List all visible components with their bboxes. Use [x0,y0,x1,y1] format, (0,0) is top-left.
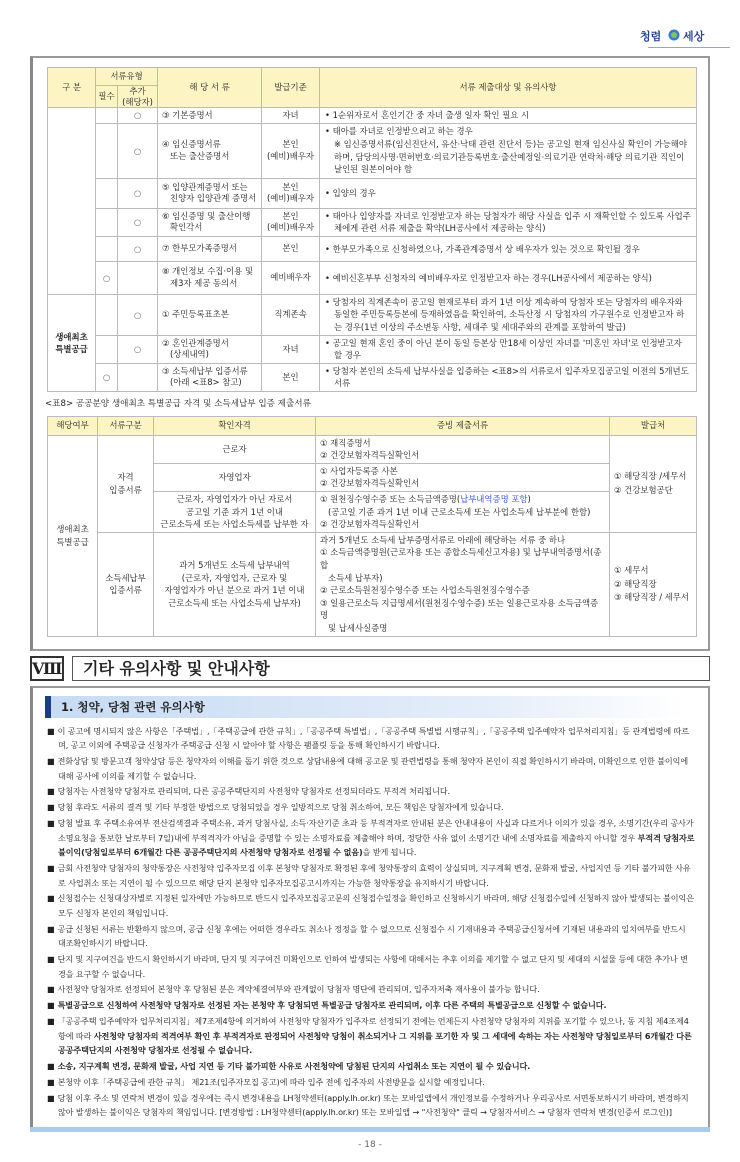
note-text: 전화상담 및 방문고객 청약상담 등은 청약자의 이해를 돕기 위한 것으로 상담내용에 대해 공고문 및 관련법령을 통해 청약자 본인이 직접 확인하시기 바라며, 미확인으로 인한 불이익에 대해 공사에 이의를 제기할 수 없습니다. [57,756,689,781]
section-number: Ⅷ [30,656,64,681]
table-row [48,236,697,261]
header-issue-basis: 발급기준 [262,68,320,108]
header-document: 해 당 서 류 [158,68,262,108]
cheongnyeom-sesang-logo [640,24,710,46]
note-text: 단지 및 지구여건을 반드시 확인하시기 바라며, 단지 및 지구여건 미확인으로 인하여 발생되는 사항에 대해서는 추후 이의를 제기할 수 없고 단지 및 세대의 시설물 등에 대한 추가나 변경을 요구할 수 없습니다. [57,954,688,979]
additional-mark: ○ [118,335,158,363]
required-mark [96,123,118,178]
note-text: 당첨 후라도 서류의 결격 및 기타 부정한 방법으로 당첨되었을 경우 일방적으로 당첨 취소하여, 모든 책임은 당첨자에게 있습니다. [57,802,504,813]
document-name: ⑧ 개인정보 수집·이용 및 제3자 제공 동의서 [158,261,262,294]
bullet-icon: ■ [47,954,55,965]
header-issuer: 발급처 [610,416,697,435]
submission-notes: • 태아를 자녀로 인정받으려고 하는 경우 ※ 임신증명서류(임신진단서, 유산·낙태 관련 진단서 등)는 공고일 현재 임신사실 확인이 가능해야 하며, 담당의사명·면허번호·의료기관등록번호·출산예정일·의료기관 연락처·해당 의료기관 직인이 날인된 원본이어야 함 [320,123,697,178]
evidence-cell: ① 사업자등록증 사본 ② 건강보험자격득실확인서 [316,463,610,491]
note-item [47,982,695,997]
note-text: 당첨자는 사전청약 당첨자로 관리되며, 다른 공공주택단지의 사전청약 당첨자로 선정되더라도 부적격 처리됩니다. [57,786,451,797]
note-item [47,754,695,783]
bullet-icon: ■ [47,1000,55,1011]
note-item [47,1014,695,1058]
additional-mark: ○ [118,178,158,208]
note-text: 공급 신청된 서류는 반환하지 않으며, 공급 신청 후에는 어떠한 경우라도 취소나 정정을 할 수 없으므로 신청접수 시 기재내용과 주택공급신청서에 기재된 내용과의 일치여부를 반드시 대조확인하시기 바랍니다. [57,923,686,949]
header-additional: 추가 (해당자) [118,86,158,108]
note-item [47,1075,695,1090]
issue-basis: 본인 (예비)배우자 [262,123,320,178]
issue-basis: 직계존속 [262,294,320,335]
section-title: 기타 유의사항 및 안내사항 [72,656,710,681]
required-mark: ○ [96,261,118,294]
document-name: ⑥ 임신증명 및 출산이행 확인각서 [158,208,262,236]
bullet-icon: ■ [47,862,55,873]
note-text: 당첨 발표 후 주택소유여부 전산검색결과 주택소유, 과거 당첨사실, 소득·자산기준 초과 등 부적격자로 안내된 분은 안내내용이 사실과 다르거나 이의가 있을 경우, 소명기간(우리 공사가 소명요청을 통보한 날로부터 7일)내에 부적격자가 아님을 증명할 수 있는 소명자료를 제출해야 하며, 정당한 사유 없이 소명기간 내에 소명자료를 제출하지 아니할 경우 [57,818,694,843]
note-item [47,1091,695,1120]
note-text: 「공공주택 입주예약자 업무처리지침」제7조제4항에 의거하여 사전청약 당첨자가 입주자로 선정되기 전에는 언제든지 사전청약 당첨자의 지위를 포기할 수 있으나, 동 지침 제4조제4항에 따라 [57,1016,689,1041]
issue-basis: 자녀 [262,108,320,124]
note-item [47,1059,695,1074]
bullet-icon: ■ [47,1092,55,1103]
table-row [48,435,697,463]
additional-mark: ○ [118,123,158,178]
issue-basis: 본인 (예비)배우자 [262,208,320,236]
header-qualification: 확인자격 [154,416,316,435]
applicable-cell: 생애최초 특별공급 [48,435,98,636]
required-mark [96,236,118,261]
additional-mark: ○ [118,108,158,124]
additional-mark [118,363,158,391]
bullet-icon: ■ [47,818,55,828]
document-name: ③ 기본증명서 [158,108,262,124]
issuer-cell: ① 해당직장 /세무서 ② 건강보험공단 [610,435,697,532]
document-name: ⑤ 입양관계증명서 또는 친양자 입양관계 증명서 [158,178,262,208]
subsection-title: 1. 청약, 당첨 관련 유의사항 [45,696,685,718]
submission-notes: • 입양의 경우 [320,178,697,208]
evidence-cell [316,491,610,532]
page-number: - 18 - [358,1139,382,1150]
table8-caption: <표8> 공공분양 생애최초 특별공급 자격 및 소득세납부 입증 제출서류 [45,399,311,410]
bullet-icon: ■ [47,1076,55,1087]
table-row [48,178,697,208]
document-name: ① 주민등록표초본 [158,294,262,335]
bullet-icon: ■ [47,984,55,995]
evidence-text: ) (공고일 기준 과거 1년 이내 근로소득세 또는 사업소득세 납부분에 한함) ② 건강보험자격득실확인서 [320,493,591,530]
note-text: 부적격 당첨자로 불이익(당첨일로부터 6개월간 다른 공공주택단지의 사전청약 당첨자로 선정될 수 없음) [58,832,695,858]
header-notes: 서류 제출대상 및 유의사항 [320,68,697,108]
table-row [48,261,697,294]
table-row [48,294,697,335]
table-row [48,363,697,391]
table-row [48,123,697,178]
svg-text:세상: 세상 [683,30,705,43]
required-mark: ○ [96,363,118,391]
header-applicable: 해당여부 [48,416,98,435]
submission-notes: • 당첨자의 직계존속이 공고일 현재로부터 과거 1년 이상 계속하여 당첨자 또는 당첨자의 배우자와 동일한 주민등록등본에 등재하였음을 확인하여, 소득산정 시 당첨자의 가구원수로 인정받고자 하는 경우(1년 이상의 주소변동 사항, 세대주 및 세대주와의 관계를 포함하여 발급) [320,294,697,335]
submission-notes: • 예비신혼부부 신청자의 예비배우자로 인정받고자 하는 경우(LH공사에서 제공하는 양식) [320,261,697,294]
qualification-cell: 자영업자 [154,463,316,491]
header-rule [648,47,730,48]
bullet-icon: ■ [47,802,55,813]
header-evidence: 증빙 제출서류 [316,416,610,435]
note-item [47,724,695,753]
submission-notes: • 당첨자 본인의 소득세 납부사실을 입증하는 <표8>의 서류로서 입주자모집공고일 이전의 5개년도 서류 [320,363,697,391]
bullet-icon: ■ [47,786,55,797]
issue-basis: 본인 (예비)배우자 [262,178,320,208]
note-item [47,784,695,799]
issuer-cell: ① 세무서 ② 해당직장 ③ 해당직장 / 세무서 [610,532,697,636]
header-doc-type: 서류유형 [96,68,158,86]
note-item [47,891,695,920]
note-item [47,998,695,1013]
issue-basis: 예비배우자 [262,261,320,294]
svg-text:청렴: 청렴 [640,30,662,43]
note-text: 신청접수는 신청대상자별로 지정된 일자에만 가능하므로 반드시 입주자모집공고문의 신청접수일정을 확인하고 신청하시기 바라며, 해당 신청접수일에 신청하지 않아 발생되는 불이익은 모두 신청자 본인의 책임입니다. [57,893,694,918]
category-cell: 생애최초 특별공급 [48,294,96,391]
document-name: ② 혼인관계증명서 (상세내역) [158,335,262,363]
required-mark [96,335,118,363]
note-item [47,800,695,815]
bullet-icon: ■ [47,756,55,767]
evidence-highlight: 납부내역증명 포함 [460,493,528,504]
additional-mark: ○ [118,236,158,261]
evidence-text: ① 원천징수영수증 또는 소득금액증명( [320,493,461,504]
issue-basis: 본인 [262,236,320,261]
table-row [48,532,697,636]
qualification-cell: 근로자, 자영업자가 아닌 자로서 공고일 기준 과거 1년 이내 근로소득세 또는 사업소득세를 납부한 자 [154,491,316,532]
note-item [47,861,695,890]
note-text: 사전청약 당첨자의 적격여부 확인 후 부적격자로 판정되어 사전청약 당첨이 취소되거나 그 지위를 포기한 자 및 그 세대에 속하는 자는 사전청약 당첨일로부터 6개월간 다른 공공주택단지의 사전청약 당첨자로 선정될 수 없습니다. [58,1030,692,1056]
submission-notes: • 한부모가족으로 신청하였으나, 가족관계증명서 상 배우자가 있는 것으로 확인될 경우 [320,236,697,261]
document-name: ⑦ 한부모가족증명서 [158,236,262,261]
footer-bar [30,1127,710,1132]
note-text: 특별공급으로 신청하여 사전청약 당첨자로 선정된 자는 본청약 후 당첨되면 특별공급 당첨자로 관리되며, 이후 다른 주택의 특별공급으로 신청할 수 없습니다. [57,1000,607,1011]
doc-class-cell: 소득세납부 입증서류 [98,532,154,636]
note-text: 을 받게 됩니다. [362,847,417,858]
note-item [47,922,695,951]
bullet-icon: ■ [47,1061,55,1071]
header-category: 구 분 [48,68,96,108]
document-table-frame [30,56,710,651]
notes-list [45,724,695,1120]
submission-notes: • 1순위자로서 혼인기간 중 자녀 출생 일자 확인 필요 시 [320,108,697,124]
category-cell [48,108,96,295]
bullet-icon: ■ [47,1016,55,1027]
required-mark [96,208,118,236]
table-row [48,108,697,124]
additional-mark: ○ [118,294,158,335]
bullet-icon: ■ [47,893,55,904]
doc-class-cell: 자격 입증서류 [98,435,154,532]
bullet-icon: ■ [47,725,55,736]
table-row [48,335,697,363]
additional-mark: ○ [118,208,158,236]
required-documents-table [47,67,697,392]
required-mark [96,294,118,335]
evidence-cell: ① 재직증명서 ② 건강보험자격득실확인서 [316,435,610,463]
bullet-icon: ■ [47,923,55,934]
qualification-cell: 근로자 [154,435,316,463]
note-text: 소송, 지구계획 변경, 문화재 발굴, 사업 지연 등 기타 불가피한 사유로 사전청약에 당첨된 단지의 사업취소 또는 지연이 될 수 있습니다. [57,1061,531,1071]
document-name: ③ 소득세납부 입증서류 (아래 <표8> 참고) [158,363,262,391]
section-heading [30,656,710,681]
header-doc-class: 서류구분 [98,416,154,435]
note-text: 이 공고에 명시되지 않은 사항은「주택법」,「주택공급에 관한 규칙」,「공공주택 특별법」,「공공주택 특별법 시행규칙」,「공공주택 입주예약자 업무처리지침」등 관계법령에 따르며, 공고 이외에 주택공급 신청자가 주택공급 신청 시 알아야 할 사항은 팸플릿 등을 통해 확인하시기 바랍니다. [57,725,689,751]
required-mark [96,178,118,208]
submission-notes: • 공고일 현재 혼인 중이 아닌 분이 동일 등본상 만18세 이상인 자녀를 '미혼인 자녀'로 인정받고자 할 경우 [320,335,697,363]
page-header [30,0,710,56]
evidence-cell: 과거 5개년도 소득세 납부증명서류로 아래에 해당하는 서류 중 하나 ① 소득금액증명원(근로자용 또는 종합소득세신고자용) 및 납부내역증명서(종합 소득세 납부자) ② 근로소득원천징수영수증 또는 사업소득원천징수영수증 ③ 일용근로소득 지급명세서(원천징수영수증) 또는 일용근로자용 소득금액증명 및 납세사실증명 [316,532,610,636]
required-mark [96,108,118,124]
issue-basis: 자녀 [262,335,320,363]
note-text: 당첨 이후 주소 및 연락처 변경이 있을 경우에는 즉시 변경내용을 LH청약센터(apply.lh.or.kr) 또는 모바일앱에서 개인정보를 수정하거나 우리공사로 서면통보하시기 바라며, 변경하지 않아 발생하는 불이익은 당첨자의 책임입니다. [변경방법 : LH청약센터(apply.lh.or.kr) 또는 모바일앱 → "사전청약" 클릭 → 당첨자서비스 → 당첨자 연락처 변경(인증서 로그인)] [57,1092,689,1118]
header-required: 필수 [96,86,118,108]
document-name: ④ 임신증명서류 또는 출산증명서 [158,123,262,178]
table-row [48,208,697,236]
issue-basis: 본인 [262,363,320,391]
note-item [47,816,695,860]
notes-frame [30,686,710,1131]
table8-income-tax-documents [47,416,697,637]
additional-mark [118,261,158,294]
qualification-cell: 과거 5개년도 소득세 납부내역 (근로자, 자영업자, 근로자 및 자영업자가 아닌 분으로 과거 1년 이내 근로소득세 또는 사업소득세 납부자) [154,532,316,636]
note-item [47,952,695,981]
note-text: 사전청약 당첨자로 선정되어 본청약 후 당첨된 분은 계약체결여부와 관계없이 당첨자 명단에 관리되며, 입주자저축 재사용이 불가능 합니다. [57,984,540,995]
note-text: 본청약 이후「주택공급에 관한 규칙」 제21조(입주자모집 공고)에 따라 입주 전에 입주자의 사전방문을 실시할 예정입니다. [57,1076,485,1087]
note-text: 금회 사전청약 당첨자의 청약통장은 사전청약 입주자모집 이후 본청약 당첨자로 확정된 후에 청약통장의 효력이 상실되며, 지구계획 변경, 문화재 발굴, 사업지연 등 기타 불가피한 사유로 사업취소 또는 지연이 될 수 있으므로 해당 단지 본청약 입주자모집공고시까지는 가능한 청약통장을 유지하시기 바랍니다. [57,862,691,888]
submission-notes: • 태아나 입양자를 자녀로 인정받고자 하는 당첨자가 해당 사실을 입주 시 재확인할 수 있도록 사업주체에게 관련 서류 제출을 확약(LH공사에서 제공하는 양식) [320,208,697,236]
